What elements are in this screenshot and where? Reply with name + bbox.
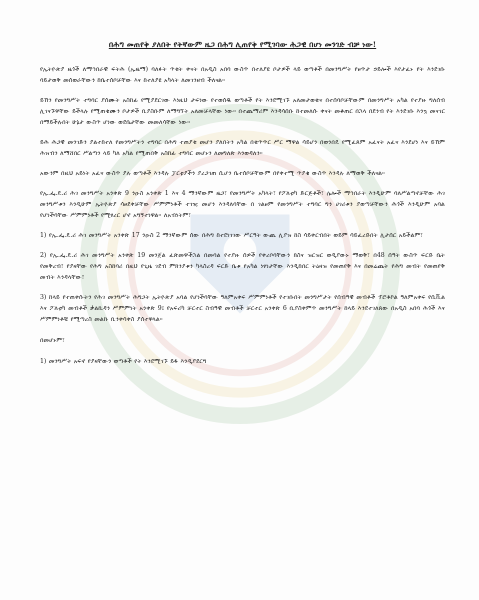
paragraph-accountability: ይሕ ሕጋዊ መንገድን ያልተከተለ የመንግሥትን ተግባር በሕግ ተጠያቂ መሆን ያለበትን አካል በቁጥጥር ሥር ማዋል ሳይሆን በወንበዴ የሚፈጸም አፈናት አፈና እንደሆነ እና ይኸም ሕዝብን ለማሸበር ሥልጣን ላይ ካለ አካል የሚጠበቅ አስከፊ ተግባር መሆኑን ለመግለጽ እንወዳለን። xyxy=(40,139,445,157)
demand-item-1: 1) መንግሥት አፍኖ የያዛቸውን ወጣቶች የት እንደሚገኙ ይፋ እንዲያደርግ xyxy=(40,358,207,365)
list-item-international-agreements: 3) ከላይ የተጠቀሱትን የሕገ መንግሥት ሕግጋት ኢትዮጵያ አባል የሆነችባቸው ዓለምአቀፍ ሥምምነቶች የተገቡበት መንግሥታት የሰብዓዊ መብቶች ፕሮቶኮል ዓለምአቀፍ የሲቪል እና ፖለቲካ መብቶች ቃልኪዳን ሥምምነት አንቀጽ 9፤ የአፍሪካ ቻርተር ስብዓዊ መብቶች ቻርተር አንቀጽ 6 ቢያስቀምጥ መንግሥት ከላይ እንደተገለጸው በአዲስ አበባ ሕጎች እና ሥምምነቶቹ የሚጣረስ መልኩ ቢንቀሳቀስ ያሰተዋላል። xyxy=(40,294,445,323)
document-title: በሕግ መጠየቅ ያለበት የትኛውም ዜጋ በሕግ ሊጠየቅ የሚገባው ሕጋዊ በሆነ መንገድ ብቻ ነው! xyxy=(108,40,377,49)
closing-label: በመሆኑም፣ xyxy=(40,337,65,344)
paragraph-constitution: የኢ.ፌ.ዴ.ሪ ሕገ መንግሥት አንቀጽ 9 ንዑስ አንቀጽ 1 እና 4 ማንኛውም ዜጋ፣ የመንግሥት አካላት፣ የፖለቲካ ድርጅቶች፣ ሌሎች ማኅበራት እንዲሁም ባለሥልጣኖቻቸው ሕገ መንግሥቱን እንዲሁም ኢትዮጵያ ሳፀደቀቻቸው ሥምምነቶች ተገዢ መሆን እንዳለባቸው በ ገልፀም የመንግሥት ተግባር ግን ሀገሪቱን ያወጣቻቸውን ሕጎች እንዲሁም አባል የሆነችባቸው ሥምምነቶች የሚፃረር ሆኖ አግኝተነዋል። ለአብነትም፣ xyxy=(40,190,445,219)
list-item-article-19: 2) የኢ.ፌ.ዴ.ሪ ሕገ መንግሥት አንቀጽ 19 መንጀል ፈጽመዋችኋል በመባል የተያዙ ሰዎች የቀረቦባቸውን ክስና ዝርዝር ወዲያውኑ ማወቅ፣ በ48 ሰዓት ውስጥ ፍርድ ቤት የመቅረብ፣ የያዛቸው የሕግ አስከባሪ በዚህ የጊዜ ገደብ ምክንያቱን ካላስረዳ ፍርድ ቤቱ የአካል ነፃነታቸው እንዲከበር ትዕዛዝ የመጠየቅ እና በመሬጨት የሕግ መብት የመጠየቅ መብት እንዳላቸው፣ xyxy=(40,252,445,281)
list-item-article-17: 1) የኢ.ፌ.ዴ.ሪ ሕገ መንግሥት አንቀጽ 17 ንዑስ 2 ማንኛውም ሰው በሕግ ከተደነገገው ሥርዓት ውጪ ሊያዝ ከስ ሳይቀርብበት ወይም ሳይፈረድበት ሊታሰር አይችልም፣ xyxy=(40,232,423,239)
paragraph-concern: ይኸን የመንግሥት ተግባር ያሰሙት አስከፊ የሚያደርገው እነዚህ ታፍነው የተወሰዱ ወጣቶች የት እንደሚገኙ አለመታወቁና በተሰባቦቻቸውም በመንግሥት አካል የተያዙ ግለሰብ ሊገናኙዋቸው ይችላሉ የሚጠቁሙን ቦታዎች ቢያስቡም ለማግኘት አለመቻላቸው ነው። በተጨማሪም እንዳሳሰቡ ከተመለሱ ቀናት መቆጠር በኋላ በደንብ የት እንደገቡ እንኳ መናገር በማይችሉበት ሁኔታ ውስጥ ሆነው ወደቤታቸው መመለሳቸው ነው። xyxy=(40,97,445,126)
paragraph-intro: የኢትዮጵያ ዜጎች ለማኅበራዊ ፍትሕ (ኢዜማ) ባለፉት ጥቂት ቀናት በአዲስ አበባ ውስጥ በተለያዩ ቦታዎች ላይ ወጣቶች በመንግሥት የፀጥታ ኃይሎች እየታፈኑ የት እንደገቡ ባይታወቅ መሰወራቸውን ከቤተሰቦቻቸው እና ከተለያዩ አካላት ለመገንዘብ ችለናል። xyxy=(40,66,445,84)
paragraph-confirmation: አውንም በዚህ አይነት አፈና ውስጥ ያሉ ወጣቶች እንዳሉ ፓርቲያችን ያረጋገጠ ሲሆን ቤተሰቦቻቸውም በየቀተሚ ጥያቄ ውስጥ እንዳሉ ለማወቅ ችለናል። xyxy=(40,170,385,177)
document-body xyxy=(40,40,445,376)
